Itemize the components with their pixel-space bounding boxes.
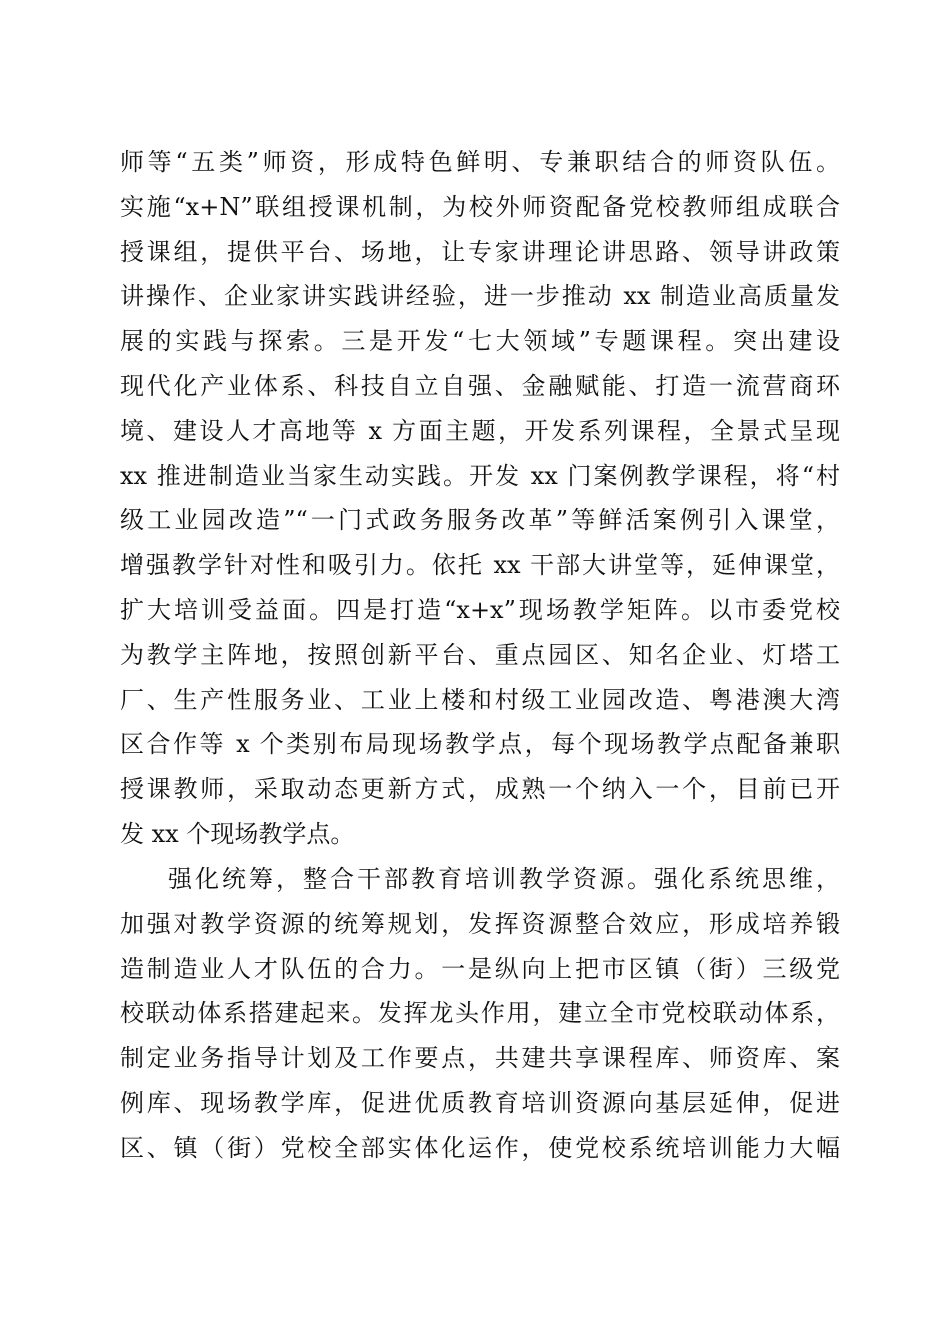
text-line: 师等“五类”师资，形成特色鲜明、专兼职结合的师资队伍。 bbox=[120, 148, 840, 176]
text-line: 级工业园改造”“一门式政务服务改革”等鲜活案例引入课堂， bbox=[120, 506, 840, 535]
paragraph-teaching-resources bbox=[120, 140, 840, 857]
text-line: 加强对教学资源的统筹规划，发挥资源整合效应，形成培养锻 bbox=[120, 909, 840, 938]
text-line: 现代化产业体系、科技自立自强、金融赋能、打造一流营商环 bbox=[120, 371, 840, 400]
text-line: 境、建设人才高地等 x 方面主题，开发系列课程，全景式呈现 bbox=[120, 416, 840, 445]
text-line: 区、镇（街）党校全部实体化运作，使党校系统培训能力大幅 bbox=[120, 1133, 840, 1162]
text-line: 授课组，提供平台、场地，让专家讲理论讲思路、领导讲政策 bbox=[120, 237, 840, 266]
text-line: 发 xx 个现场教学点。 bbox=[120, 819, 355, 848]
text-line: 授课教师，采取动态更新方式，成熟一个纳入一个，目前已开 bbox=[120, 775, 840, 804]
text-line: 扩大培训受益面。四是打造“x+x”现场教学矩阵。以市委党校 bbox=[120, 595, 840, 624]
text-line: 厂、生产性服务业、工业上楼和村级工业园改造、粤港澳大湾 bbox=[120, 685, 840, 714]
text-line: xx 推进制造业当家生动实践。开发 xx 门案例教学课程，将“村 bbox=[120, 461, 840, 490]
paragraph-resource-integration bbox=[120, 857, 840, 1171]
text-line: 校联动体系搭建起来。发挥龙头作用，建立全市党校联动体系， bbox=[120, 999, 840, 1028]
text-line: 区合作等 x 个类别布局现场教学点，每个现场教学点配备兼职 bbox=[120, 730, 840, 759]
text-line: 增强教学针对性和吸引力。依托 xx 干部大讲堂等，延伸课堂， bbox=[120, 551, 840, 580]
text-line: 例库、现场教学库，促进优质教育培训资源向基层延伸，促进 bbox=[120, 1088, 840, 1117]
text-line: 强化统筹，整合干部教育培训教学资源。强化系统思维， bbox=[168, 865, 840, 893]
text-line: 制定业务指导计划及工作要点，共建共享课程库、师资库、案 bbox=[120, 1044, 840, 1073]
text-line: 实施“x+N”联组授课机制，为校外师资配备党校教师组成联合 bbox=[120, 192, 840, 221]
text-line: 造制造业人才队伍的合力。一是纵向上把市区镇（街）三级党 bbox=[120, 954, 840, 983]
text-line: 讲操作、企业家讲实践讲经验，进一步推动 xx 制造业高质量发 bbox=[120, 282, 840, 311]
text-line: 为教学主阵地，按照创新平台、重点园区、知名企业、灯塔工 bbox=[120, 640, 840, 669]
text-line: 展的实践与探索。三是开发“七大领域”专题课程。突出建设 bbox=[120, 327, 840, 356]
